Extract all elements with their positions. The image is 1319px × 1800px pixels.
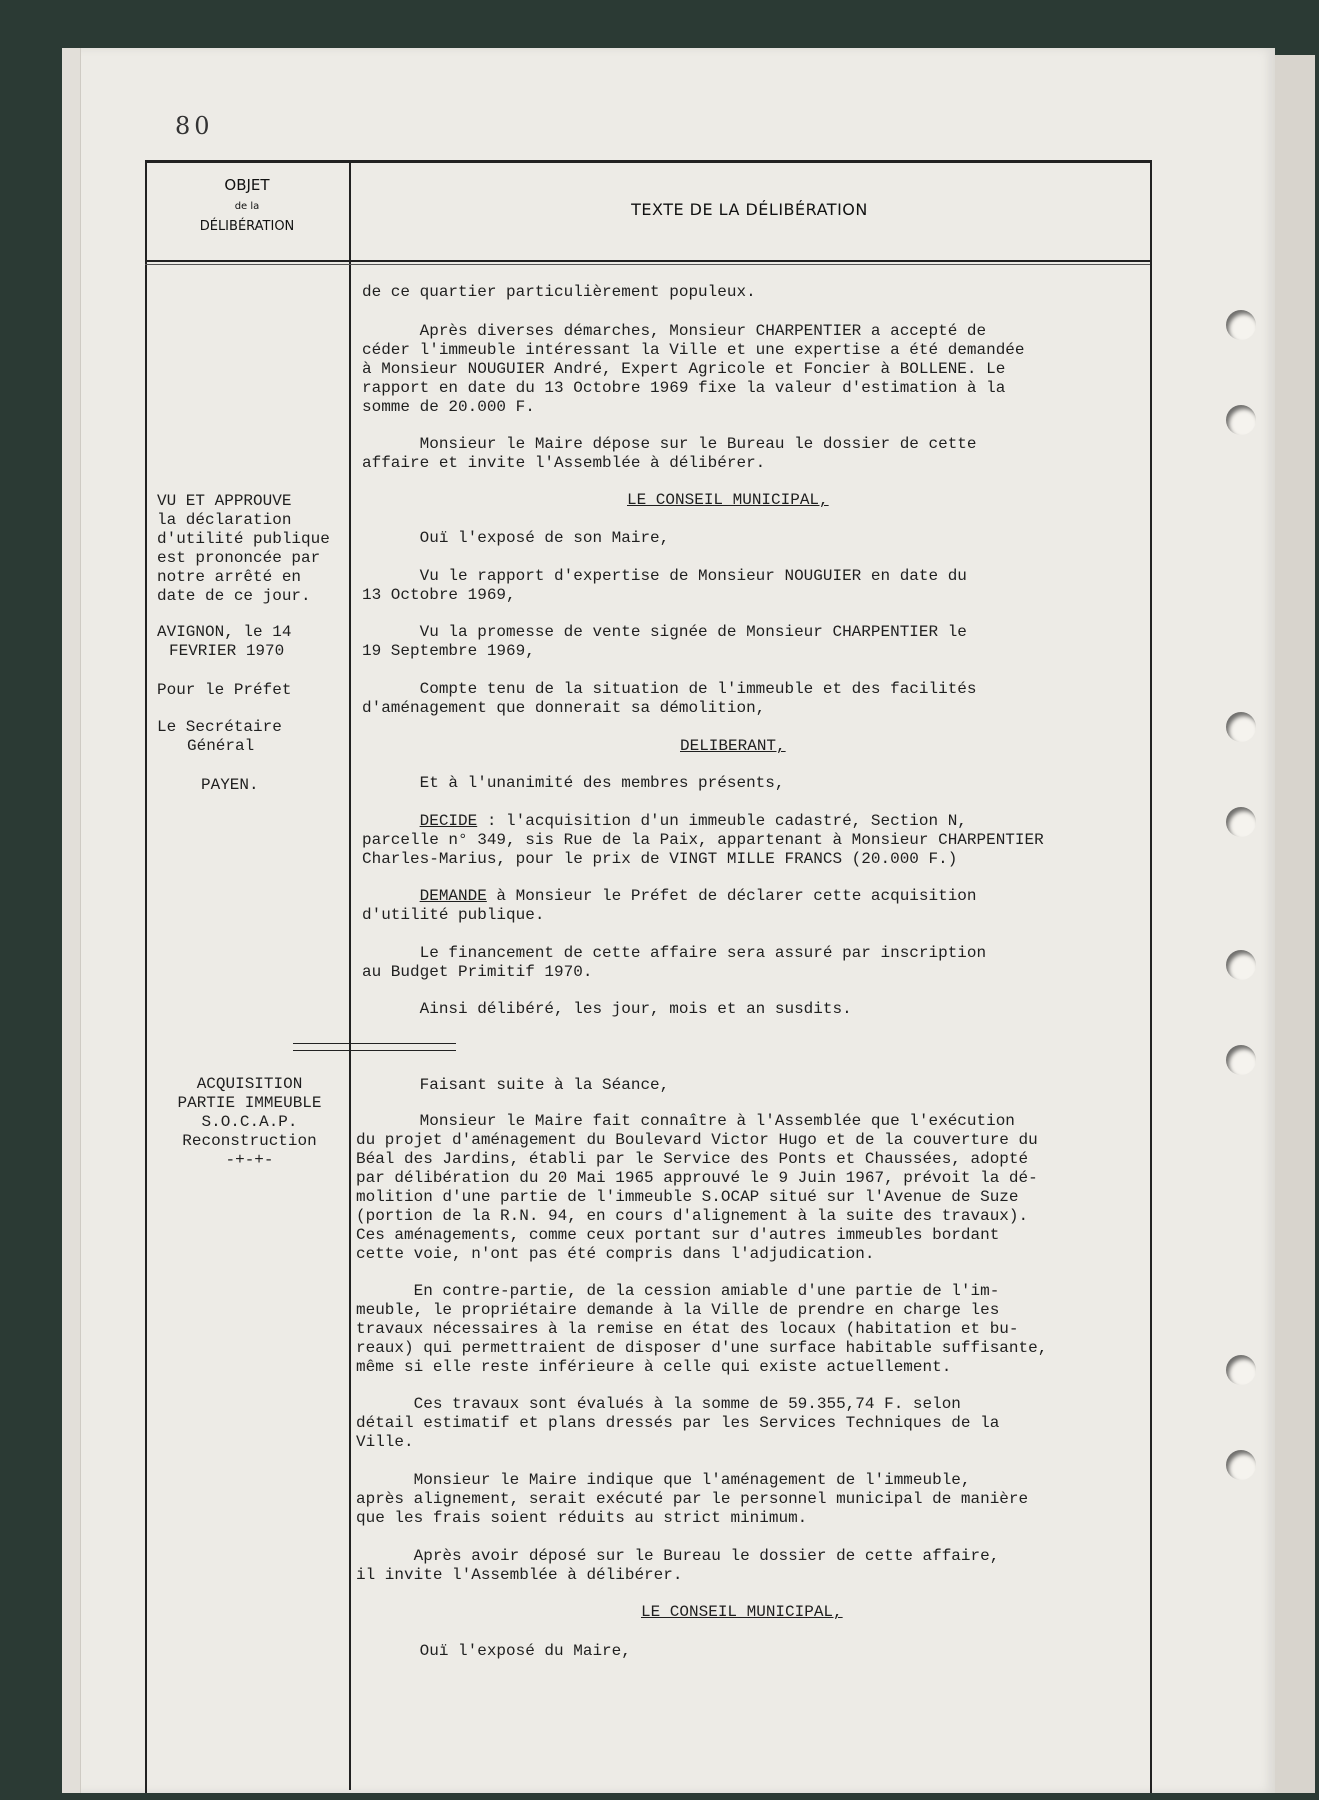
margin-line: -+-+- <box>225 1151 274 1169</box>
binder-hole <box>1226 1450 1256 1480</box>
text-line: détail estimatif et plans dressés par les Services Techniques de la <box>356 1414 1000 1432</box>
text-line: Monsieur le Maire fait connaître à l'Assemblée que l'exécution <box>362 1112 1015 1130</box>
margin-line: la déclaration <box>157 511 292 529</box>
text-line: Ainsi délibéré, les jour, mois et an susdits. <box>362 1000 852 1018</box>
text-line: au Budget Primitif 1970. <box>362 963 593 981</box>
text-line: Ouï l'exposé du Maire, <box>362 1642 631 1660</box>
margin-line: d'utilité publique <box>157 530 330 548</box>
margin-line: PARTIE IMMEUBLE <box>177 1094 322 1112</box>
text-line: affaire et invite l'Assemblée à délibérer. <box>362 454 766 472</box>
text-line: Ouï l'exposé de son Maire, <box>362 529 670 547</box>
text-line: à Monsieur NOUGUIER André, Expert Agricole et Foncier à BOLLENE. Le <box>362 360 1006 378</box>
text-line: Le financement de cette affaire sera assuré par inscription <box>362 944 987 962</box>
text-span: : l'acquisition d'un immeuble cadastré, Section N, <box>477 812 967 830</box>
margin-note-secretaire <box>157 718 282 756</box>
margin-line: FEVRIER 1970 <box>169 642 285 660</box>
text-line: d'utilité publique. <box>362 906 545 924</box>
margin-line: AVIGNON, le 14 <box>157 623 292 641</box>
margin-note-acquisition <box>157 1075 342 1170</box>
page-number: 80 <box>175 112 214 140</box>
binder-hole <box>1226 405 1256 435</box>
margin-line: Reconstruction <box>182 1132 317 1150</box>
binding-edge <box>62 48 81 1793</box>
header-objet-title: OBJET <box>224 176 270 194</box>
margin-note-approval <box>157 492 330 606</box>
header-objet <box>145 176 349 234</box>
section-separator <box>293 1043 456 1051</box>
margin-line: ACQUISITION <box>196 1075 303 1093</box>
text-line: (portion de la R.N. 94, en cours d'alignement à la suite des travaux). <box>356 1207 1029 1225</box>
text-line: Monsieur le Maire dépose sur le Bureau le dossier de cette <box>362 435 977 453</box>
binder-hole <box>1226 712 1256 742</box>
text-line: cette voie, n'ont pas été compris dans l'adjudication. <box>356 1245 875 1263</box>
binder-hole <box>1226 310 1256 340</box>
text-line: reaux) qui permettraient de disposer d'une surface habitable suffisante, <box>356 1339 1048 1357</box>
binder-hole <box>1226 1355 1256 1385</box>
text-line: Et à l'unanimité des membres présents, <box>362 774 785 792</box>
text-line: Après diverses démarches, Monsieur CHARPENTIER a accepté de <box>362 322 987 340</box>
demande-keyword: DEMANDE <box>419 887 487 905</box>
text-line: Après avoir déposé sur le Bureau le dossier de cette affaire, <box>356 1547 1000 1565</box>
margin-line: date de ce jour. <box>157 587 311 605</box>
margin-line: Le Secrétaire <box>157 718 282 736</box>
next-page-edge <box>1270 55 1315 1793</box>
decide-keyword: DECIDE <box>419 812 478 830</box>
text-line: Béal des Jardins, établi par le Service des Ponts et Chaussées, adopté <box>356 1150 1029 1168</box>
text-line: Vu la promesse de vente signée de Monsieur CHARPENTIER le <box>362 623 967 641</box>
text-span: à Monsieur le Préfet de déclarer cette acquisition <box>486 887 977 905</box>
text-line: Ces aménagements, comme ceux portant sur d'autres immeubles bordant <box>356 1226 1000 1244</box>
section-heading: LE CONSEIL MUNICIPAL, <box>641 1603 843 1621</box>
text-line: parcelle n° 349, sis Rue de la Paix, appartenant à Monsieur CHARPENTIER <box>362 831 1044 849</box>
text-line: rapport en date du 13 Octobre 1969 fixe la valeur d'estimation à la <box>362 379 1006 397</box>
text-line: Charles-Marius, pour le prix de VINGT MILLE FRANCS (20.000 F.) <box>362 850 958 868</box>
section-heading: DELIBERANT, <box>680 737 786 755</box>
text-line: même si elle reste inférieure à celle qui existe actuellement. <box>356 1358 952 1376</box>
binder-hole <box>1226 807 1256 837</box>
text-line: 19 Septembre 1969, <box>362 642 535 660</box>
header-rule <box>145 260 1150 262</box>
text-line: du projet d'aménagement du Boulevard Victor Hugo et de la couverture du <box>356 1131 1038 1149</box>
text-line: après alignement, serait exécuté par le personnel municipal de manière <box>356 1490 1029 1508</box>
text-line: de ce quartier particulièrement populeux. <box>362 283 756 301</box>
header-deliberation: DÉLIBÉRATION <box>199 219 295 234</box>
text-line: En contre-partie, de la cession amiable d'une partie de l'im- <box>356 1282 1000 1300</box>
text-line: somme de 20.000 F. <box>362 398 535 416</box>
text-line: Faisant suite à la Séance, <box>362 1076 670 1094</box>
text-line: Monsieur le Maire indique que l'aménagement de l'immeuble, <box>356 1471 971 1489</box>
margin-note-avignon <box>157 623 291 661</box>
margin-line: notre arrêté en <box>157 568 302 586</box>
margin-line: S.O.C.A.P. <box>201 1113 298 1131</box>
header-texte: TEXTE DE LA DÉLIBÉRATION <box>631 200 868 219</box>
text-line: meuble, le propriétaire demande à la Ville de prendre en charge les <box>356 1301 1000 1319</box>
text-line: d'aménagement que donnerait sa démolition, <box>362 699 766 717</box>
text-line: travaux nécessaires à la remise en état des locaux (habitation et bu- <box>356 1320 1019 1338</box>
binder-hole <box>1226 950 1256 980</box>
text-line: par délibération du 20 Mai 1965 approuvé le 9 Juin 1967, prévoit la dé- <box>356 1169 1038 1187</box>
text-line: Ville. <box>356 1433 414 1451</box>
section-heading: LE CONSEIL MUNICIPAL, <box>627 491 829 509</box>
text-line: molition d'une partie de l'immeuble S.OCAP situé sur l'Avenue de Suze <box>356 1188 1019 1206</box>
header-rule-thin <box>145 264 1150 265</box>
text-line: que les frais soient réduits au strict minimum. <box>356 1509 808 1527</box>
text-line: il invite l'Assemblée à délibérer. <box>356 1566 683 1584</box>
margin-line: est prononcée par <box>157 549 321 567</box>
margin-note-signature: PAYEN. <box>201 776 259 794</box>
text-line <box>362 887 977 906</box>
column-divider <box>349 160 351 1790</box>
margin-line: Général <box>187 737 255 755</box>
text-line: Ces travaux sont évalués à la somme de 59.355,74 F. selon <box>356 1395 961 1413</box>
margin-note-pour-prefet: Pour le Préfet <box>157 681 292 699</box>
text-line <box>362 812 967 831</box>
text-line: Vu le rapport d'expertise de Monsieur NOUGUIER en date du <box>362 567 967 585</box>
binder-hole <box>1226 1045 1256 1075</box>
text-line: Compte tenu de la situation de l'immeuble et des facilités <box>362 680 977 698</box>
text-line: 13 Octobre 1969, <box>362 586 516 604</box>
header-de-la: de la <box>234 201 260 212</box>
margin-line: VU ET APPROUVE <box>157 492 292 510</box>
text-line: céder l'immeuble intéressant la Ville et une expertise a été demandée <box>362 341 1025 359</box>
